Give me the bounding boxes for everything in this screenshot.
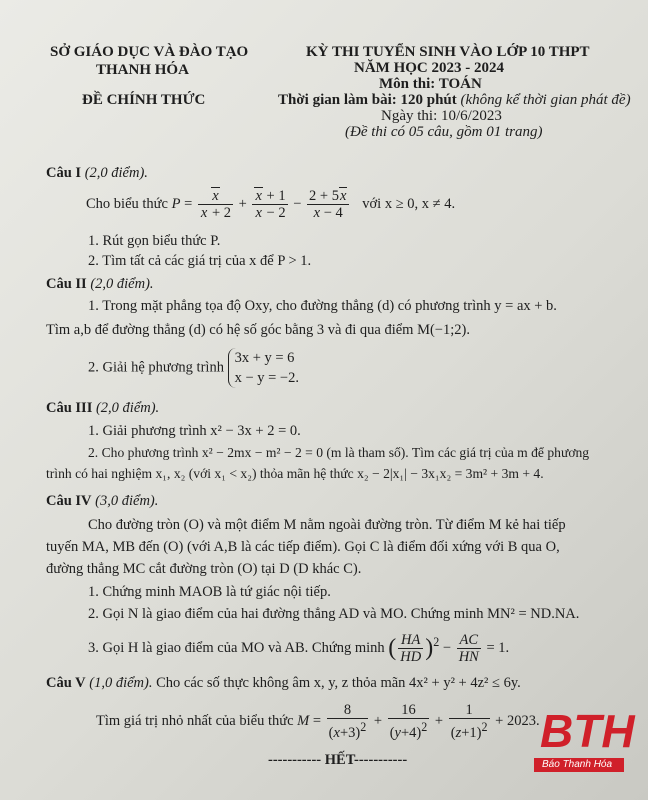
school-year: NĂM HỌC 2023 - 2024 — [354, 60, 504, 76]
q2-eq1: 3x + y = 6 — [234, 350, 295, 366]
q4-part3: 3. Gọi H là giao điểm của MO và AB. Chứng minh ( $\frac{HA}{HD}$ )$^2$ − $\frac{AC}{HN}$ = 1. — [88, 632, 510, 665]
q5-points: (1,0 điểm). — [89, 675, 153, 691]
exam-title: KỲ THI TUYỂN SINH VÀO LỚP 10 THPT — [306, 44, 590, 60]
q1-title: Câu I — [46, 165, 82, 181]
q2-system — [228, 348, 299, 388]
q5-line1: Cho các số thực không âm x, y, z thỏa mãn 4x² + y² + 4z² ≤ 6y. — [156, 675, 521, 691]
province-name: THANH HÓA — [96, 62, 189, 78]
q2-points: (2,0 điểm). — [90, 276, 154, 292]
bth-logo: BTH — [540, 705, 635, 757]
q4-part1: 1. Chứng minh MAOB là tứ giác nội tiếp. — [88, 584, 331, 600]
q2-eq2: x − y = −2. — [234, 370, 299, 386]
q1-points: (2,0 điểm). — [84, 165, 148, 181]
q4-line3: đường thẳng MC cắt đường tròn (O) tại D (D khác C). — [46, 561, 362, 577]
subject: Môn thi: TOÁN — [379, 76, 482, 92]
q2-heading — [46, 276, 154, 293]
q3-part2b: trình có hai nghiệm x₁, x₂ (với x₁ < x₂) thỏa mãn hệ thức x₂ − 2|x₁| − 3x₁x₂ = 3m² + 3m + 4. — [46, 466, 544, 481]
q3-title: Câu III — [46, 400, 93, 416]
q1-condition: với x ≥ 0, x ≠ 4. — [362, 195, 456, 212]
q2-part2 — [88, 348, 299, 388]
q1-intro: Cho biểu thức — [86, 195, 168, 212]
end-marker: ----------- HẾT----------- — [268, 752, 408, 768]
q4-line2: tuyến MA, MB đến (O) (với A,B là các tiếp điểm). Gọi C là điểm đối xứng với B qua O, — [46, 539, 560, 555]
exam-date: Ngày thi: 10/6/2023 — [381, 108, 502, 124]
q1-heading — [46, 165, 148, 182]
time-limit-note: (không kể thời gian phát đề) — [460, 92, 631, 108]
q2-part1a: 1. Trong mặt phẳng tọa độ Oxy, cho đường thẳng (d) có phương trình y = ax + b. — [88, 298, 557, 314]
official-label: ĐỀ CHÍNH THỨC — [82, 92, 206, 108]
q5-title: Câu V — [46, 675, 86, 691]
q4-part3-label: 3. Gọi H là giao điểm của MO và AB. Chứng minh — [88, 640, 385, 656]
q3-heading — [46, 400, 159, 417]
q1-expression: Cho biểu thức P = $\frac{x}{x + 2}$ + $\frac{x + 1}{x - 2}$ − $\frac{2 + 5x}{x - 4}$ với x ≥ 0, x ≠ 4. — [86, 188, 456, 221]
q5-heading — [46, 675, 521, 692]
q5-line2: Tìm giá trị nhỏ nhất của biểu thức M = $\frac{8}{(x+3)^2}$ + $\frac{16}{(y+4)^2}$ + $\frac{1}{(z+1)^2}$ + 2023. — [96, 702, 540, 741]
q2-part2-label: 2. Giải hệ phương trình — [88, 359, 224, 376]
q3-part1: 1. Giải phương trình x² − 3x + 2 = 0. — [88, 423, 301, 439]
q4-part2: 2. Gọi N là giao điểm của hai đường thẳng AD và MO. Chứng minh MN² = ND.NA. — [88, 606, 580, 622]
q5-line2-label: Tìm giá trị nhỏ nhất của biểu thức — [96, 712, 294, 729]
q1-part1: 1. Rút gọn biểu thức P. — [88, 233, 221, 249]
q4-points: (3,0 điểm). — [95, 493, 159, 509]
q4-heading — [46, 493, 158, 510]
q2-title: Câu II — [46, 276, 87, 292]
logo-caption: Báo Thanh Hóa — [542, 759, 613, 770]
q3-part2a: 2. Cho phương trình x² − 2mx − m² − 2 = 0 (m là tham số). Tìm các giá trị của m để phương — [88, 445, 590, 460]
dept-name: SỞ GIÁO DỤC VÀ ĐÀO TẠO — [50, 44, 249, 60]
time-limit — [278, 92, 631, 109]
time-limit-value: Thời gian làm bài: 120 phút — [278, 92, 457, 108]
q4-line1: Cho đường tròn (O) và một điểm M nằm ngoài đường tròn. Từ điểm M kẻ hai tiếp — [88, 517, 566, 533]
page-note: (Đề thi có 05 câu, gồm 01 trang) — [345, 124, 543, 140]
q3-points: (2,0 điểm). — [95, 400, 160, 416]
q2-part1b: Tìm a,b để đường thẳng (d) có hệ số góc bằng 3 và đi qua điểm M(−1;2). — [46, 322, 470, 338]
q4-title: Câu IV — [46, 493, 92, 509]
q1-part2: 2. Tìm tất cả các giá trị của x để P > 1. — [88, 253, 312, 269]
